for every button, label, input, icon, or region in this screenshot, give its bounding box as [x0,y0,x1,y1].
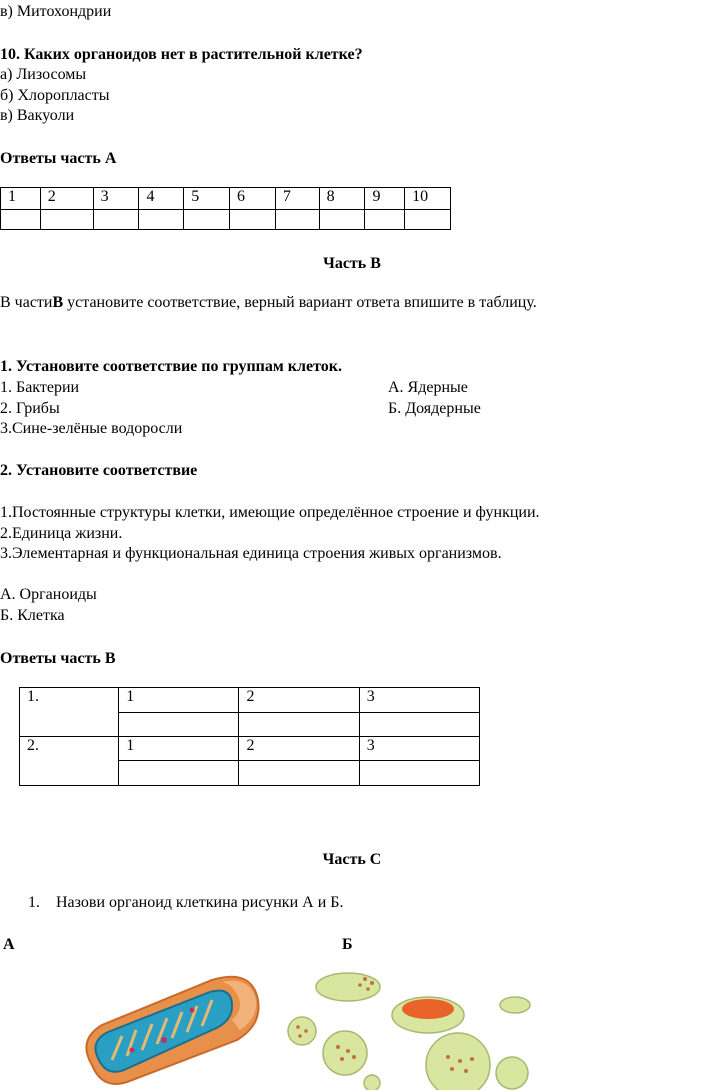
figure-label-a: А [3,936,15,953]
answers-a-header: 7 [275,188,319,210]
q2-option: Б. Клетка [0,607,65,624]
answer-cell[interactable] [139,210,184,230]
answers-b-table [19,687,480,786]
answers-b-header: 1 [119,737,239,761]
q2-item: 1.Постоянные структуры клетки, имеющие определённое строение и функции. [0,504,540,521]
group-option: А. Ядерные [388,379,468,396]
mitochondrion-illustration [72,970,262,1088]
answer-cell[interactable] [184,210,230,230]
answer-cell[interactable] [230,210,276,230]
answer-cell[interactable] [93,210,139,230]
answers-b-header: 2 [239,737,359,761]
answers-a-header: 6 [230,188,276,210]
option-mitochondria: в) Митохондрии [0,3,112,20]
q2-option: А. Органоиды [0,586,97,603]
group-item: 2. Грибы [0,400,60,417]
answers-b-row-label: 1. [20,688,119,737]
answers-a-header: 10 [405,188,451,210]
part-c-title: Часть С [322,851,382,868]
part-b-title: Часть В [323,255,381,272]
answers-a-header: 3 [93,188,139,210]
vesicles-illustration [280,965,540,1090]
q10-option-c: в) Вакуоли [0,107,75,124]
answer-cell[interactable] [1,210,41,230]
group-item: 1. Бактерии [0,379,80,396]
answers-b-header: 3 [359,688,479,713]
part-c-q1-text: Назови органоид клеткина рисунки А и Б. [56,894,344,911]
answer-cell[interactable] [365,210,405,230]
answers-b-row-label: 2. [20,737,119,786]
answers-a-header: 1 [1,188,41,210]
answer-cell[interactable] [359,713,479,737]
answers-a-table [0,187,451,230]
part-b-q1-title: 1. Установите соответствие по группам клеток. [0,358,342,375]
answer-cell[interactable] [119,761,239,786]
group-option: Б. Доядерные [388,400,481,417]
q10-option-b: б) Хлоропласты [0,87,110,104]
question-10-title: 10. Каких органоидов нет в растительной клетке? [0,46,363,63]
answer-cell[interactable] [359,761,479,786]
answers-a-header: 5 [184,188,230,210]
answers-a-header: 9 [365,188,405,210]
answers-a-header: 2 [40,188,93,210]
q10-option-a: а) Лизосомы [0,66,87,83]
part-c-q1 [28,893,344,913]
part-b-q1-row1 [0,378,704,398]
answer-cell[interactable] [239,761,359,786]
answer-cell[interactable] [405,210,451,230]
answer-cell[interactable] [40,210,93,230]
part-b-q2-title: 2. Установите соответствие [0,462,198,479]
answers-a-header: 4 [139,188,184,210]
answers-b-header: 1 [119,688,239,713]
answer-cell[interactable] [239,713,359,737]
part-b-instruction: В частиВ установите соответствие, верный вариант ответа впишите в таблицу. [0,294,537,311]
figure-label-b: Б [342,936,353,953]
q2-item: 2.Единица жизни. [0,525,123,542]
answers-a-header: 8 [319,188,365,210]
answers-b-header: 3 [359,737,479,761]
part-b-q1-row2 [0,399,704,419]
answers-b-title: Ответы часть В [0,650,116,667]
answer-cell[interactable] [319,210,365,230]
answers-b-header: 2 [239,688,359,713]
answers-a-title: Ответы часть А [0,150,117,167]
q2-item: 3.Элементарная и функциональная единица строения живых организмов. [0,545,502,562]
list-number: 1. [28,894,40,911]
group-item: 3.Сине-зелёные водоросли [0,420,183,437]
answer-cell[interactable] [119,713,239,737]
answer-cell[interactable] [275,210,319,230]
